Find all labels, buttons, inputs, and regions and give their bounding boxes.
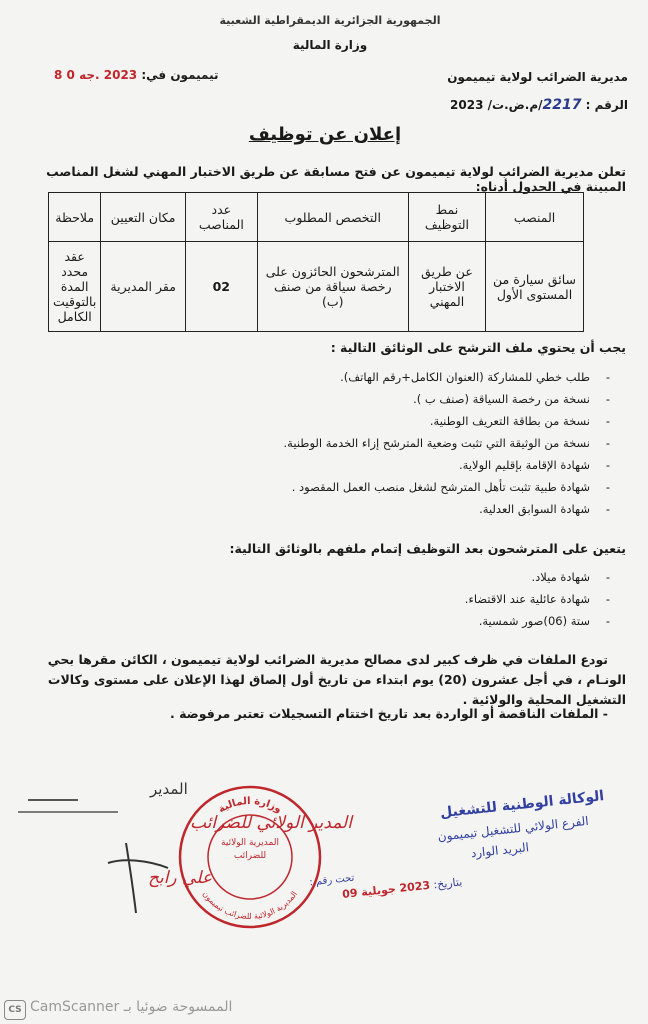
agency-received-stamp	[294, 780, 616, 942]
ref-suffix: /م.ض.ت/ 2023	[450, 98, 543, 112]
deposit-paragraph: تودع الملفات في ظرف كبير لدى مصالح مديرية الضرائب لولاية تيميمون ، الكائن مقرها بحي الونـام ، في أجل عشرون (20) يوم ابتداء من تاريخ أول إلصاق لهذا الإعلان على مستوى وكالات التشغيل المحلية والولائية .	[47, 652, 626, 707]
table-header: المنصب	[486, 193, 584, 242]
camscanner-footer	[0, 996, 648, 1024]
stamp-date-value: 2023 جويلية 09	[341, 878, 431, 901]
city-label: تيميمون في:	[141, 68, 219, 82]
svg-text:المديرية الولائية للضرائب تيمي	[201, 890, 299, 922]
list-item: - نسخة من بطاقة التعريف الوطنية.	[66, 410, 626, 432]
city-date-line	[54, 68, 218, 82]
ministry-header: وزارة المالية	[292, 38, 368, 52]
agency-branch: الفرع الولائي للتشغيل تيميمون	[437, 813, 590, 844]
registration-label: تحت رقم :	[308, 872, 355, 889]
camscanner-logo-icon: CS	[4, 1000, 26, 1020]
ref-handwritten-number: 2217	[542, 97, 582, 113]
table-header: عدد المناصب	[185, 193, 257, 242]
table-cell: عقد محدد المدة بالتوقيت الكامل	[49, 242, 101, 332]
rejection-note: - الملفات الناقصة أو الواردة بعد تاريخ اختتام التسجيلات تعتبر مرفوضة .	[169, 706, 608, 721]
table-header: مكان التعيين	[101, 193, 186, 242]
svg-text:وزارة المالية	[217, 796, 284, 815]
reference-line	[450, 97, 628, 113]
page-title: إعلان عن توظيف	[248, 124, 402, 145]
requirements-list	[66, 366, 626, 520]
intro-paragraph: تعلن مديرية الضرائب لولاية تيميمون عن فتح مسابقة عن طريق الاختبار المهني لشغل المناصب المبينة في الجدول أدناه:	[46, 164, 626, 194]
list-item: - شهادة طبية تثبت تأهل المترشح لشغل منصب العمل المقصود .	[66, 476, 626, 498]
agency-name: الوكالة الوطنية للتشغيل	[439, 788, 605, 822]
director-title: المدير	[150, 780, 188, 798]
list-item: - شهادة الإقامة بإقليم الولاية.	[66, 454, 626, 476]
list-item: - شهادة السوابق العدلية.	[66, 498, 626, 520]
stamp-bottom-text: المديرية الولائية للضرائب تيميمون	[200, 889, 300, 922]
after-hiring-list	[66, 566, 626, 632]
list-item: - نسخة من الوثيقة التي تثبت وضعية المترشح إزاء الخدمة الوطنية.	[66, 432, 626, 454]
ref-label: الرقم :	[585, 98, 628, 112]
table-cell: المترشحون الحائزون على رخصة سياقة من صنف (ب)	[257, 242, 408, 332]
list-item: - شهادة عائلية عند الاقتضاء.	[66, 588, 626, 610]
table-header: التخصص المطلوب	[257, 193, 408, 242]
table-header-row	[49, 193, 584, 242]
table-header: نمط التوظيف	[408, 193, 485, 242]
jobs-table	[48, 192, 584, 332]
republic-header: الجمهورية الجزائرية الديمقراطية الشعبية	[219, 14, 441, 27]
list-item: - ستة (06)صور شمسية.	[66, 610, 626, 632]
department-name: مديرية الضرائب لولاية تيميمون	[447, 70, 628, 84]
list-item: - شهادة ميلاد.	[66, 566, 626, 588]
table-row	[49, 242, 584, 332]
stamp-date-label: بتاريخ:	[432, 875, 463, 892]
after-hiring-heading: يتعين على المترشحون بعد التوظيف إتمام ملفهم بالوثائق التالية:	[229, 541, 626, 556]
table-cell: عن طريق الاختبار المهني	[408, 242, 485, 332]
list-item: - نسخة من رخصة السياقة (صنف ب ).	[66, 388, 626, 410]
list-item: - طلب خطي للمشاركة (العنوان الكامل+رقم الهاتف).	[66, 366, 626, 388]
stamp-inner-text: المديرية الولائية للضرائب	[221, 838, 279, 861]
date-stamp: 2023 .جه 0 8	[54, 68, 138, 82]
incoming-mail-label: البريد الوارد	[470, 840, 530, 861]
stamp-date-line	[342, 875, 463, 901]
stamp-top-text: وزارة المالية	[216, 795, 284, 816]
director-handwritten-title: المدير الولائي للضرائب	[190, 813, 352, 833]
camscanner-watermark-text: الممسوحة ضوئيا بـ CamScanner	[30, 999, 233, 1015]
table-cell: سائق سيارة من المستوى الأول	[486, 242, 584, 332]
table-header: ملاحظة	[49, 193, 101, 242]
table-cell: مقر المديرية	[101, 242, 186, 332]
requirements-heading: يجب أن يحتوي ملف الترشح على الوثائق التالية :	[330, 340, 626, 355]
table-cell: 02	[185, 242, 257, 332]
signatory-name: علي رابح	[148, 868, 212, 888]
